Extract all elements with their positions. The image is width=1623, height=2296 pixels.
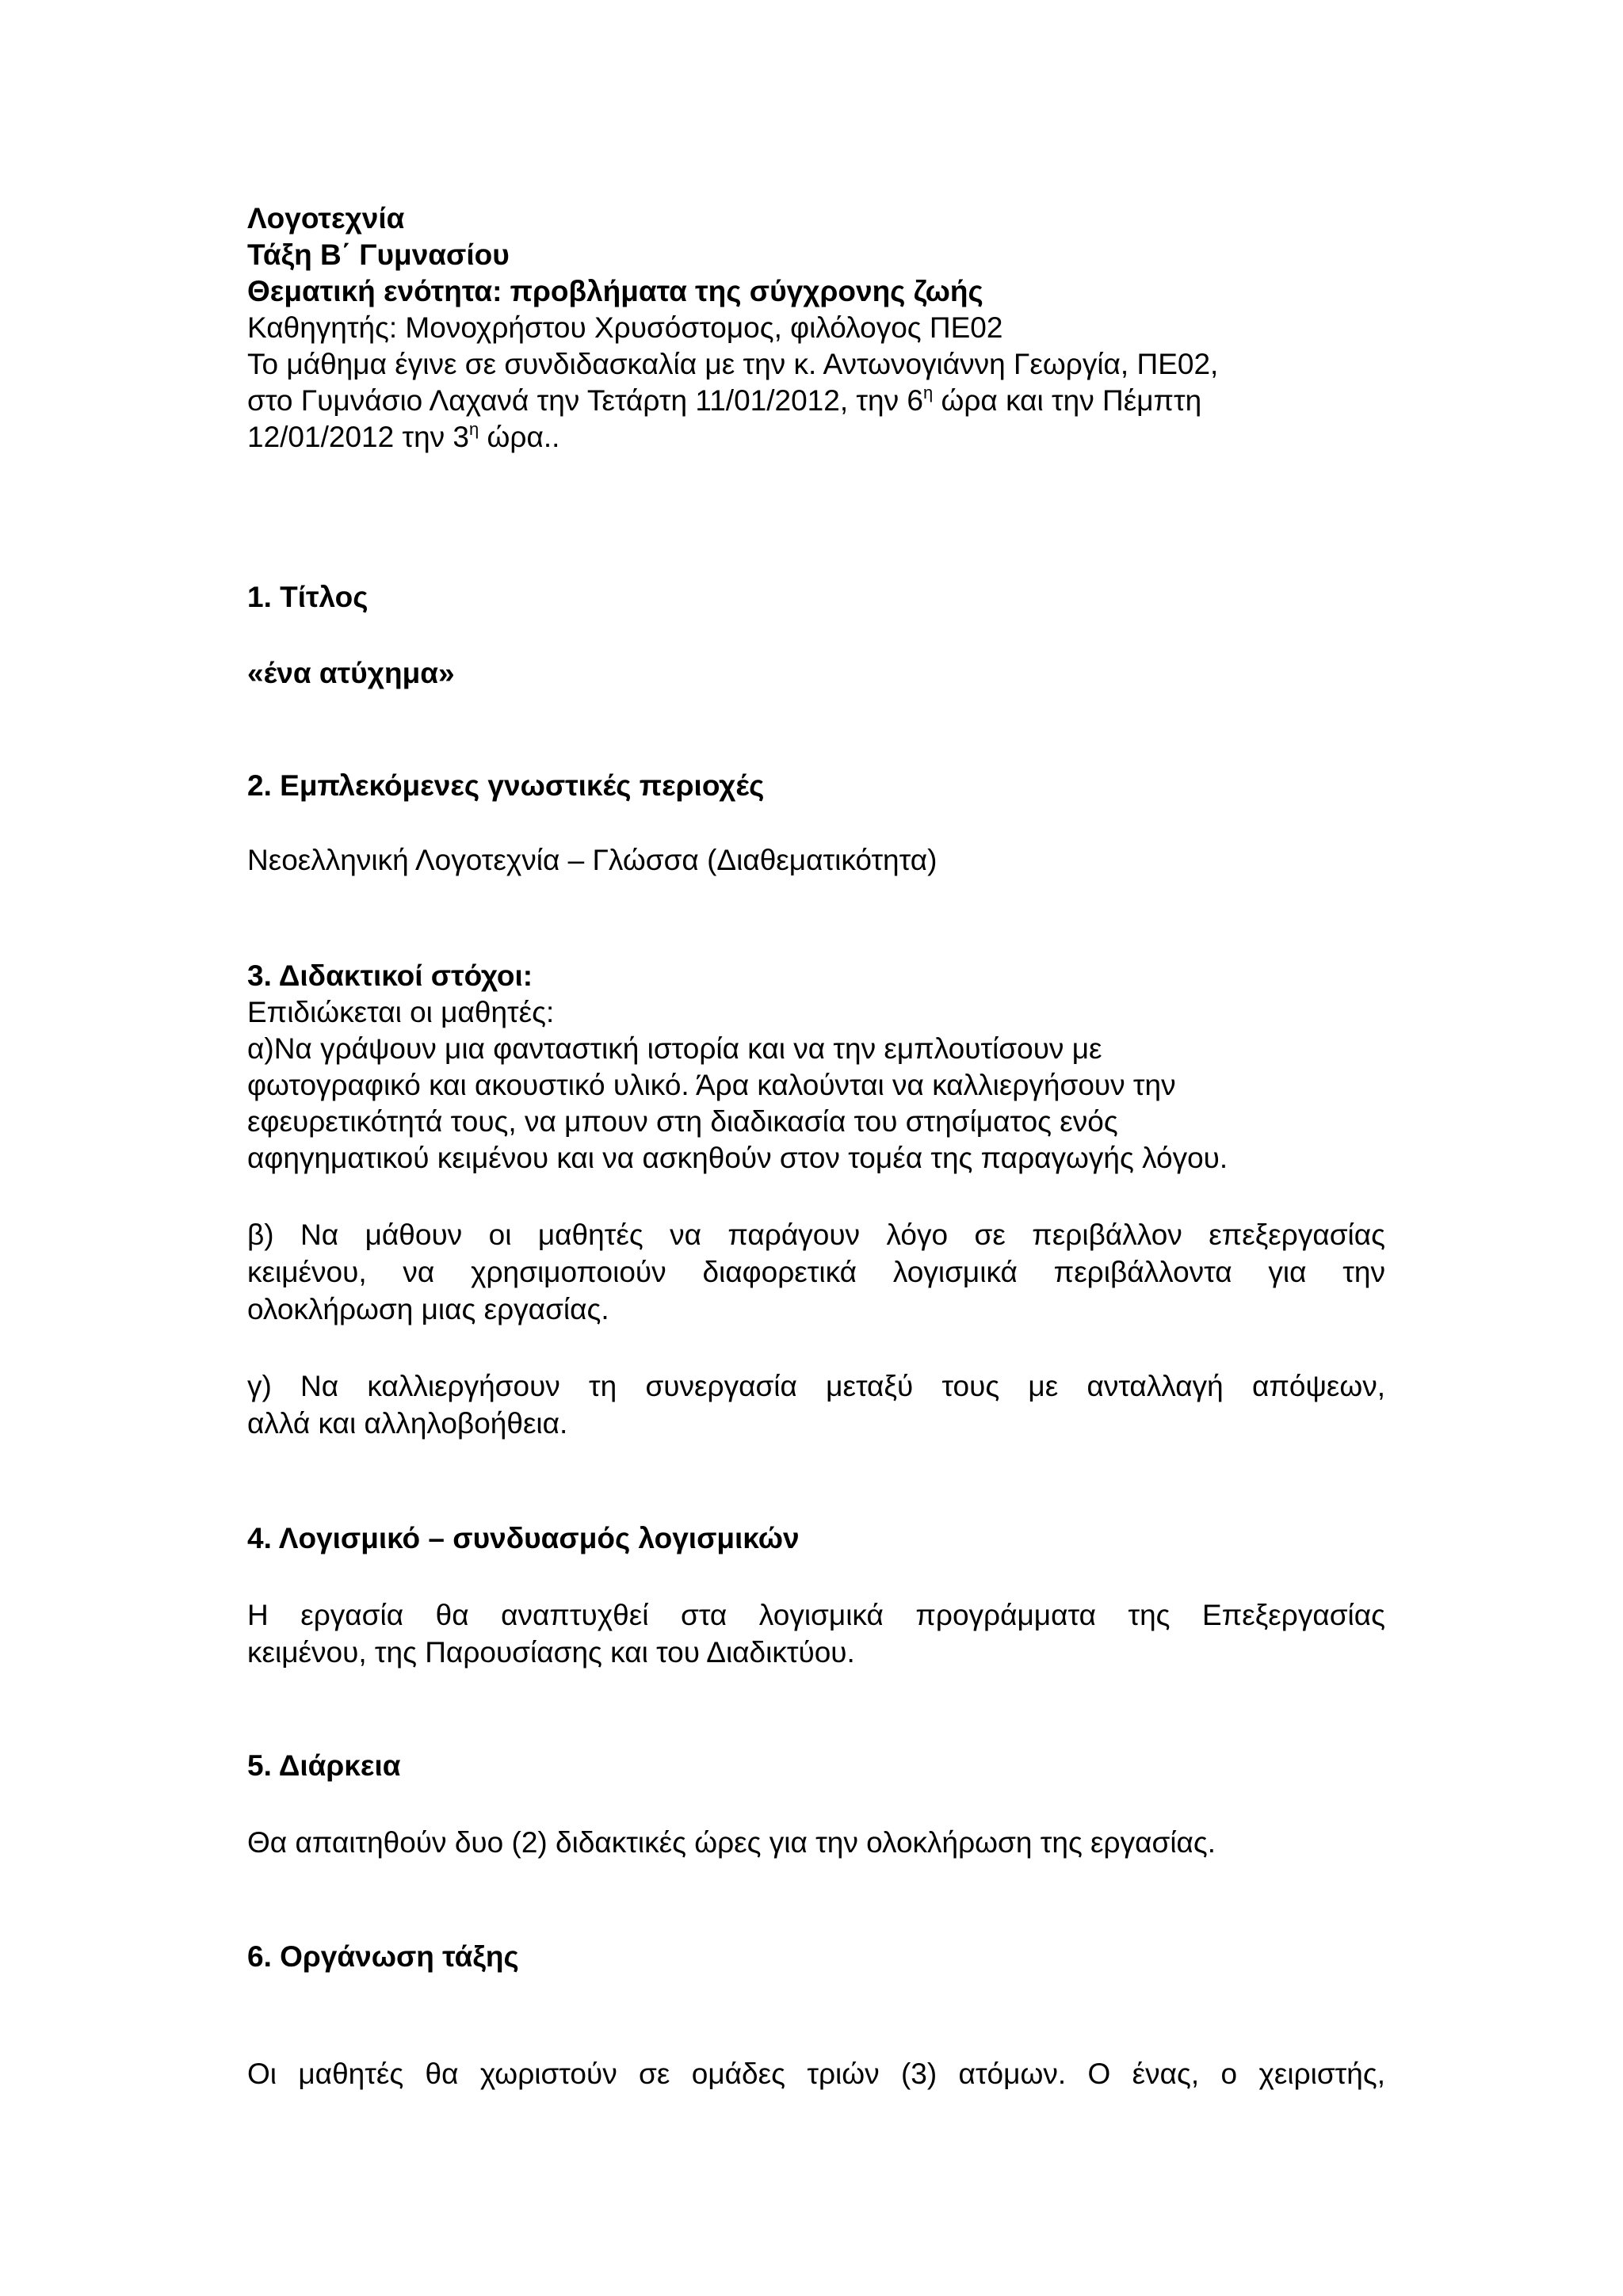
section-3-intro: Επιδιώκεται οι μαθητές: [247,996,555,1028]
goal-b-line: κειμένου, να χρησιμοποιούν διαφορετικά λογισμικά περιβάλλοντα για την [247,1256,1385,1288]
goal-a-line: φωτογραφικό και ακουστικό υλικό. Άρα καλούνται να καλλιεργήσουν την [247,1069,1176,1101]
goal-c-line: αλλά και αλληλοβοήθεια. [247,1407,568,1440]
section-3-heading: 3. Διδακτικοί στόχοι: [247,959,533,992]
goal-a-line: α)Να γράψουν μια φανταστική ιστορία και να την εμπλουτίσουν με [247,1032,1102,1065]
goal-b-line: β) Να μάθουν οι μαθητές να παράγουν λόγο σε περιβάλλον επεξεργασίας [247,1219,1385,1251]
section-2-heading: 2. Εμπλεκόμενες γνωστικές περιοχές [247,769,765,802]
note-line-3: 12/01/2012 την $3^\eta$ ώρα.. [247,419,560,453]
goal-a-line: εφευρετικότητά τους, να μπουν στη διαδικασία του στησίματος ενός [247,1105,1118,1138]
goal-c-line: γ) Να καλλιεργήσουν τη συνεργασία μεταξύ τους με ανταλλαγή απόψεων, [247,1370,1385,1402]
superscript: η [469,419,479,439]
section-6-heading: 6. Οργάνωση τάξης [247,1940,519,1973]
teacher-line: Καθηγητής: Μονοχρήστου Χρυσόστομος, φιλόλογος ΠΕ02 [247,311,1003,344]
lesson-title: «ένα ατύχημα» [247,657,455,689]
note-line-2: στο Γυμνάσιο Λαχανά την Τετάρτη 11/01/2012, την $6^\eta$ ώρα και την Πέμπτη [247,383,1202,417]
section-5-heading: 5. Διάρκεια [247,1749,401,1782]
subject-title: Λογοτεχνία [247,202,405,235]
section-2-text: Νεοελληνική Λογοτεχνία – Γλώσσα (Διαθεματικότητα) [247,844,938,876]
section-4-heading: 4. Λογισμικό – συνδυασμός λογισμικών [247,1522,800,1554]
unit-title: Θεματική ενότητα: προβλήματα της σύγχρονης ζωής [247,275,983,307]
section-5-text: Θα απαιτηθούν δυο (2) διδακτικές ώρες για την ολοκλήρωση της εργασίας. [247,1826,1216,1859]
class-title: Τάξη Β΄ Γυμνασίου [247,238,510,271]
section-6-text: Οι μαθητές θα χωριστούν σε ομάδες τριών (3) ατόμων. Ο ένας, ο χειριστής, [247,2058,1385,2090]
note-line-1: Το μάθημα έγινε σε συνδιδασκαλία με την κ. Αντωνογιάννη Γεωργία, ΠΕ02, [247,348,1219,380]
goal-a-line: αφηγηματικού κειμένου και να ασκηθούν στον τομέα της παραγωγής λόγου. [247,1142,1228,1174]
superscript: η [922,383,934,402]
section-4-line: κειμένου, της Παρουσίασης και του Διαδικτύου. [247,1636,855,1669]
goal-b-line: ολοκλήρωση μιας εργασίας. [247,1293,609,1325]
section-1-heading: 1. Τίτλος [247,581,369,613]
section-4-line: Η εργασία θα αναπτυχθεί στα λογισμικά προγράμματα της Επεξεργασίας [247,1599,1385,1631]
